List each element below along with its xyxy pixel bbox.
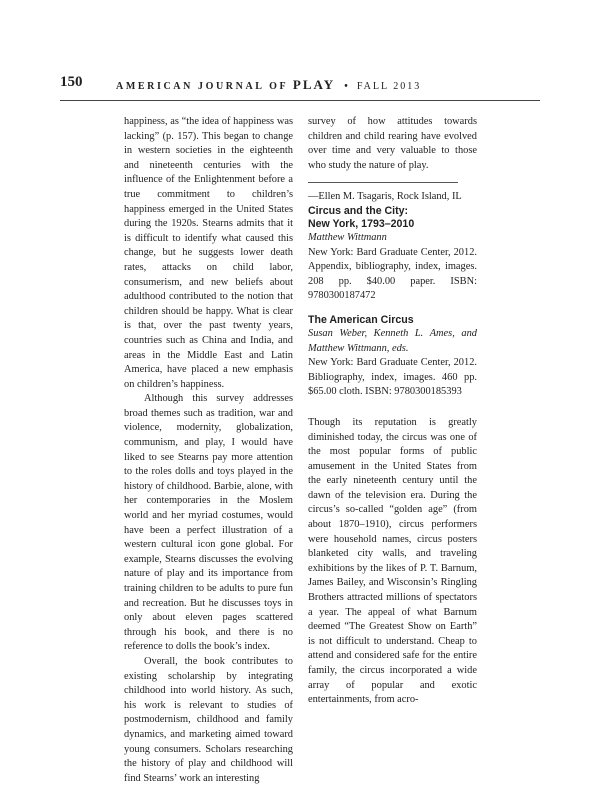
book-entry-circus-and-the-city [308,205,477,304]
book-details: New York: Bard Graduate Center, 2012. Appendix, bibliography, index, images. 208 pp. $40.00 paper. ISBN: 9780300187472 [308,246,477,302]
book-title: The American Circus [308,313,414,326]
paragraph: survey of how attitudes towards children and child rearing have evolved over time and very valuable to those who study the nature of play. [308,116,477,171]
book-title-line: New York, 1793–2010 [308,217,415,230]
left-column [124,115,293,786]
running-header [60,74,540,96]
right-column [308,115,477,708]
paragraph: Overall, the book contributes to existing scholarship by integrating childhood into world history. As such, his work is relevant to studies of postmodernism, childhood and family dynamics, and marketing aimed toward young consumers. Scholars researching the history of play and childhood will find Stearns’ work an interesting [124,655,293,784]
header-rule [60,100,540,101]
header-separator: • [344,81,348,92]
paragraph: Though its reputation is greatly diminished today, the circus was one of the most popular forms of public amusement in the United States from the early nineteenth century until the dawn of the television era. During the circus’s so-called “golden age” (from about 1870–1910), circus performers were household names, circus posters blanketed city walls, and traveling exhibitions by the likes of P. T. Barnum, James Bailey, and Wisconsin’s Ringling Brothers attracted millions of spectators a year. The appeal of what Barnum deemed “The Greatest Show on Earth” is not difficult to understand. Cheap to attend and considered safe for the entire family, the circus incorporated a wide array of popular and exotic entertainments, from acro- [308,416,477,706]
review-signature: —Ellen M. Tsagaris, Rock Island, IL [308,191,462,203]
paragraph: Although this survey addresses broad themes such as tradition, war and violence, modernity, globalization, communism, and play, I would have liked to see Stearns pay more attention to the roles dolls and toys played in the history of childhood. Barbie, alone, with her contemporaries in the Moslem world and her myriad costumes, would have been a perfect illustration of a western cultural icon gone global. For example, Stearns discusses the evolving nature of play and its importance from training children to be adults to pure fun and recreation. But he discusses toys in only about eleven pages scattered through his book, and there is no reference to dolls the book’s index. [124,393,293,653]
paragraph: happiness, as “the idea of happiness was lacking” (p. 157). This began to change in western societies in the eighteenth and nineteenth centuries with the influence of the Enlightenment before a true commitment to children’s happiness emerged in the United States during the 1920s. Stearns admits that it is difficult to identify what caused this change, but he suggests lower death rates, attacks on child labor, consumerism, and new beliefs about adulthood contributed to the notion that children should be happy. What is clear is that, over the past twenty years, countries such as China and India, and areas in the Middle East and Latin America, have placed a new emphasis on children’s happiness. [124,116,293,390]
page-number: 150 [60,74,83,90]
issue-season: FALL 2013 [356,81,422,92]
journal-name-play: PLAY [292,77,336,92]
review-divider [308,182,458,183]
book-details: New York: Bard Graduate Center, 2012. Bibliography, index, images. 460 pp. $65.00 cloth. ISBN: 9780300185393 [308,357,477,398]
journal-title [116,77,421,93]
book-authors: Susan Weber, Kenneth L. Ames, and Matthew Wittmann, eds. [308,327,477,354]
book-title-line: Circus and the City: [308,204,409,217]
journal-name: AMERICAN JOURNAL OF [116,81,288,92]
book-author: Matthew Wittmann [308,231,387,243]
book-entry-american-circus [308,314,477,400]
